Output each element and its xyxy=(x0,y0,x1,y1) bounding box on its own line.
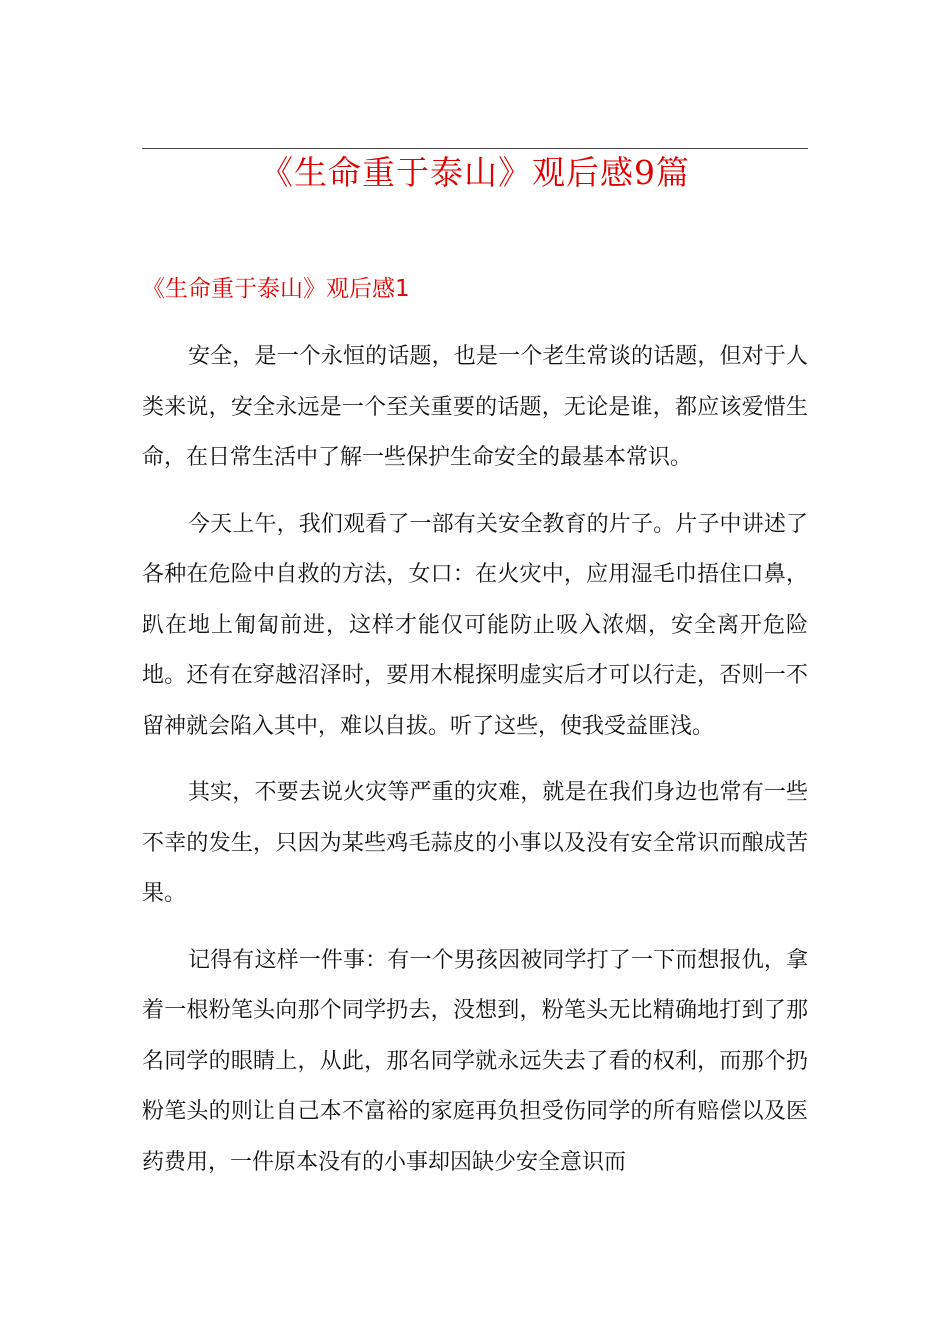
section-heading: 《生命重于泰山》观后感1 xyxy=(142,276,410,302)
document-title: 《生命重于泰山》观后感9篇 xyxy=(260,153,690,192)
paragraph-4: 记得有这样一件事：有一个男孩因被同学打了一下而想报仇，拿着一根粉笔头向那个同学扔去，没想到，粉笔头无比精确地打到了那名同学的眼睛上，从此，那名同学就永远失去了看的权利，而那个扔粉笔头的则让自己本不富裕的家庭再负担受伤同学的所有赔偿以及医药费用，一件原本没有的小事却因缺少安全意识而 xyxy=(142,947,808,1175)
body-text xyxy=(142,332,808,1204)
header-rule xyxy=(142,148,808,149)
paragraph-1: 安全，是一个永恒的话题，也是一个老生常谈的话题，但对于人类来说，安全永远是一个至关重要的话题，无论是谁，都应该爱惜生命，在日常生活中了解一些保护生命安全的最基本常识。 xyxy=(142,344,808,470)
paragraph-3: 其实，不要去说火灾等严重的灾难，就是在我们身边也常有一些不幸的发生，只因为某些鸡毛蒜皮的小事以及没有安全常识而酿成苦果。 xyxy=(142,780,808,906)
paragraph-2: 今天上午，我们观看了一部有关安全教育的片子。片子中讲述了各种在危险中自救的方法，女口：在火灾中，应用湿毛巾捂住口鼻，趴在地上匍匐前进，这样才能仅可能防止吸入浓烟，安全离开危险地。还有在穿越沼泽时，要用木棍探明虚实后才可以行走，否则一不留神就会陷入其中，难以自拔。听了这些，使我受益匪浅。 xyxy=(142,511,808,739)
